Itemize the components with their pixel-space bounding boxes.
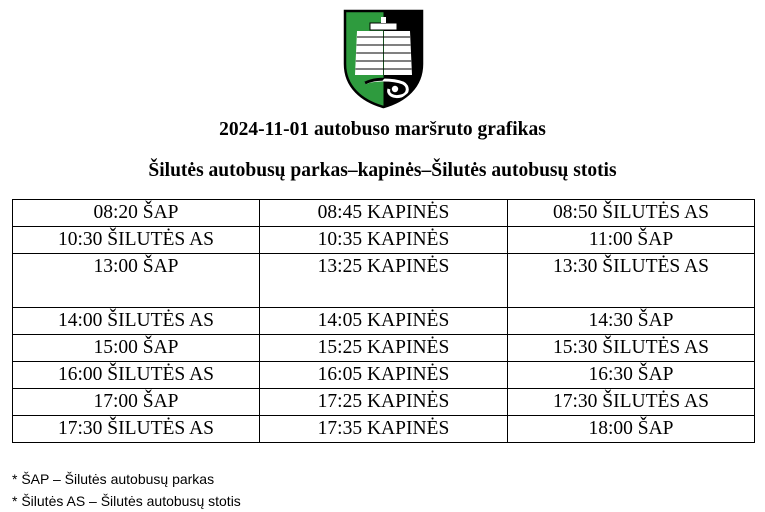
- table-row: [13, 389, 755, 416]
- table-row: [13, 254, 755, 308]
- departure-cell: 15:00 ŠAP: [13, 335, 260, 362]
- departure-cell: 14:00 ŠILUTĖS AS: [13, 308, 260, 335]
- cemetery-cell: 17:35 KAPINĖS: [260, 416, 508, 443]
- arrival-cell: 11:00 ŠAP: [508, 227, 755, 254]
- departure-cell: 17:00 ŠAP: [13, 389, 260, 416]
- departure-cell: 13:00 ŠAP: [13, 254, 260, 308]
- footnote-sap: * ŠAP – Šilutės autobusų parkas: [12, 471, 215, 487]
- cemetery-cell: 08:45 KAPINĖS: [260, 200, 508, 227]
- arrival-cell: 15:30 ŠILUTĖS AS: [508, 335, 755, 362]
- coat-of-arms-logo: [343, 9, 424, 109]
- table-row: [13, 308, 755, 335]
- departure-cell: 17:30 ŠILUTĖS AS: [13, 416, 260, 443]
- footnotes: [12, 468, 241, 512]
- table-row: [13, 416, 755, 443]
- departure-cell: 10:30 ŠILUTĖS AS: [13, 227, 260, 254]
- departure-cell: 08:20 ŠAP: [13, 200, 260, 227]
- arrival-cell: 13:30 ŠILUTĖS AS: [508, 254, 755, 308]
- cemetery-cell: 13:25 KAPINĖS: [260, 254, 508, 308]
- cemetery-cell: 17:25 KAPINĖS: [260, 389, 508, 416]
- departure-cell: 16:00 ŠILUTĖS AS: [13, 362, 260, 389]
- table-row: [13, 335, 755, 362]
- table-row: [13, 227, 755, 254]
- cemetery-cell: 10:35 KAPINĖS: [260, 227, 508, 254]
- arrival-cell: 16:30 ŠAP: [508, 362, 755, 389]
- table-row: [13, 362, 755, 389]
- route-title: Šilutės autobusų parkas–kapinės–Šilutės autobusų stotis: [148, 160, 617, 181]
- arrival-cell: 17:30 ŠILUTĖS AS: [508, 389, 755, 416]
- cemetery-cell: 14:05 KAPINĖS: [260, 308, 508, 335]
- footnote-silutes-as: * Šilutės AS – Šilutės autobusų stotis: [12, 493, 241, 509]
- arrival-cell: 18:00 ŠAP: [508, 416, 755, 443]
- cemetery-cell: 16:05 KAPINĖS: [260, 362, 508, 389]
- schedule-title: 2024-11-01 autobuso maršruto grafikas: [219, 119, 546, 140]
- arrival-cell: 08:50 ŠILUTĖS AS: [508, 200, 755, 227]
- arrival-cell: 14:30 ŠAP: [508, 308, 755, 335]
- schedule-table: [12, 199, 755, 443]
- table-row: [13, 200, 755, 227]
- cemetery-cell: 15:25 KAPINĖS: [260, 335, 508, 362]
